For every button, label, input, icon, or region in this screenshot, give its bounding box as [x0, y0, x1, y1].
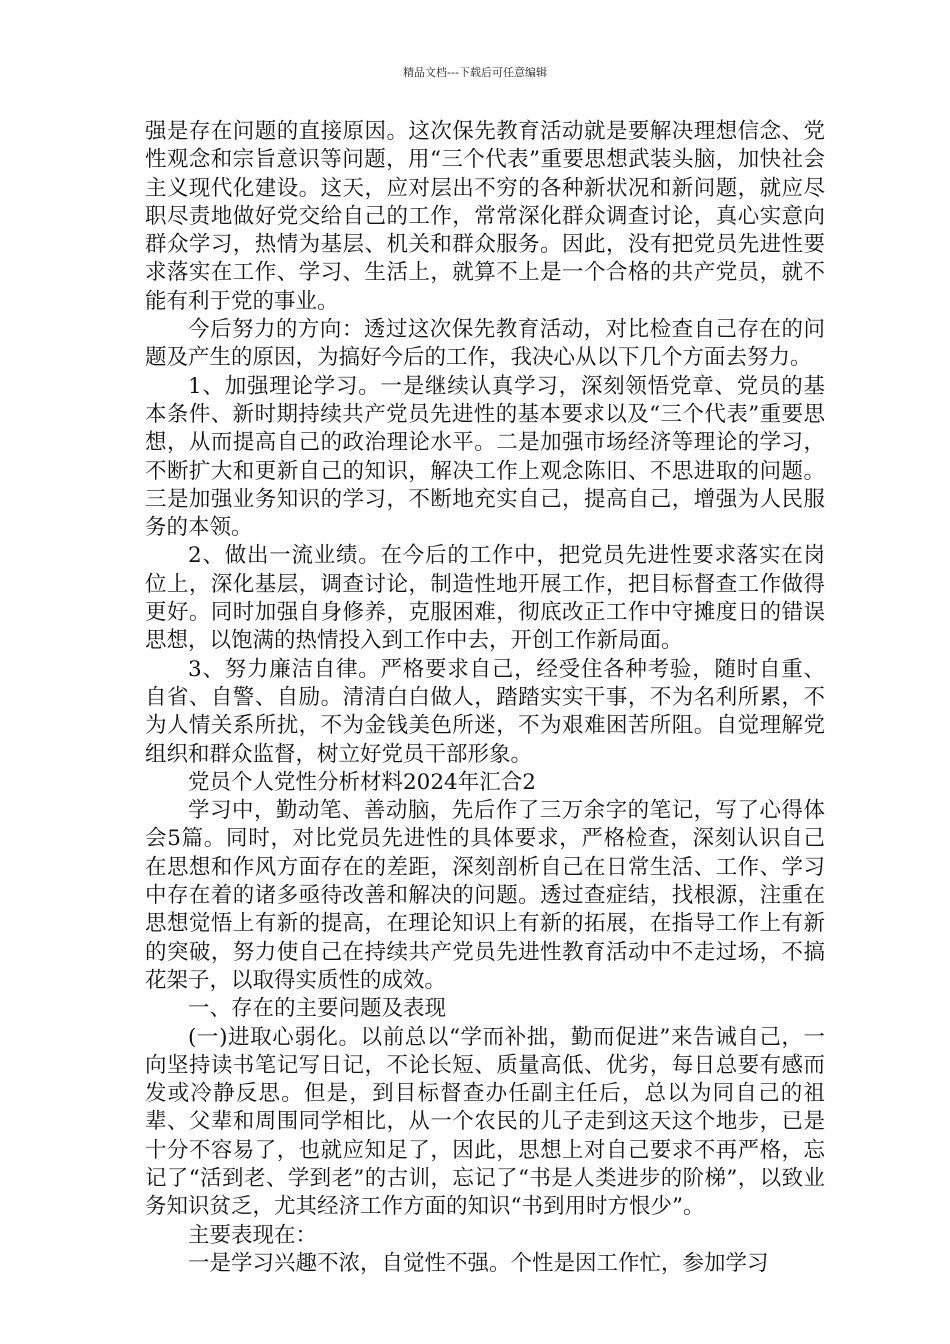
paragraph-integrity: 3、努力廉洁自律。严格要求自己，经受住各种考验，随时自重、自省、自警、自励。清清白白做人，踏踏实实干事，不为名利所累，不为人情关系所扰，不为金钱美色所迷，不为艰难困苦所阻。自觉理解党组织和群众监督，树立好党员干部形象。: [145, 656, 825, 767]
paragraph-future-direction: 今后努力的方向：透过这次保先教育活动，对比检查自己存在的问题及产生的原因，为搞好今后的工作，我决心从以下几个方面去努力。: [145, 317, 825, 371]
heading-main-manifestations: 主要表现在：: [188, 1222, 318, 1248]
section-title: 党员个人党性分析材料2024年汇合2: [188, 769, 536, 795]
paragraph-first-point: 一是学习兴趣不浓，自觉性不强。个性是因工作忙，参加学习: [188, 1250, 769, 1276]
paragraph-study-notes: 学习中，勤动笔、善动脑，先后作了三万余字的笔记，写了心得体会5篇。同时，对比党员先进性的具体要求，严格检查，深刻认识自己在思想和作风方面存在的差距，深刻剖析自己在日常生活、工作、学习中存在着的诸多亟待改善和解决的问题。透过查症结，找根源，注重在思想觉悟上有新的提高，在理论知识上有新的拓展，在指导工作上有新的突破，努力使自己在持续共产党员先进性教育活动中不走过场，不搞花架子，以取得实质性的成效。: [145, 798, 825, 993]
paragraph-performance: 2、做出一流业绩。在今后的工作中，把党员先进性要求落实在岗位上，深化基层，调查讨论，制造性地开展工作，把目标督查工作做得更好。同时加强自身修养，克服困难，彻底改正工作中守摊度日的错误思想，以饱满的热情投入到工作中去，开创工作新局面。: [145, 543, 825, 654]
paragraph-ambition-weakened: (一)进取心弱化。以前总以“学而补拙，勤而促进”来告诫自己，一向坚持读书笔记写日记，不论长短、质量高低、优劣，每日总要有感而发或冷静反思。但是，到目标督查办任副主任后，总以为同自己的祖辈、父辈和周围同学相比，从一个农民的儿子走到这天这个地步，已是十分不容易了，也就应知足了，因此，思想上对自己要求不再严格，忘记了“活到老、学到老”的古训，忘记了“书是人类进步的阶梯”，以致业务知识贫乏，尤其经济工作方面的知识“书到用时方恨少”。: [145, 1024, 825, 1220]
paragraph-continuation: 强是存在问题的直接原因。这次保先教育活动就是要解决理想信念、党性观念和宗旨意识等问题，用“三个代表”重要思想武装头脑，加快社会主义现代化建设。这天，应对层出不穷的各种新状况和新问题，就应尽职尽责地做好党交给自己的工作，常常深化群众调查讨论，真心实意向群众学习，热情为基层、机关和群众服务。因此，没有把党员先进性要求落实在工作、学习、生活上，就算不上是一个合格的共产党员，就不能有利于党的事业。: [145, 119, 825, 314]
page-header: 精品文档---下载后可任意编辑: [403, 66, 547, 79]
heading-main-problems: 一、存在的主要问题及表现: [188, 996, 447, 1022]
document-body: [145, 118, 825, 1278]
paragraph-theory-study: 1、加强理论学习。一是继续认真学习，深刻领悟党章、党员的基本条件、新时期持续共产党员先进性的基本要求以及“三个代表”重要思想，从而提高自己的政治理论水平。二是加强市场经济等理论的学习，不断扩大和更新自己的知识，解决工作上观念陈旧、不思进取的问题。三是加强业务知识的学习，不断地充实自己，提高自己，增强为人民服务的本领。: [145, 373, 825, 541]
